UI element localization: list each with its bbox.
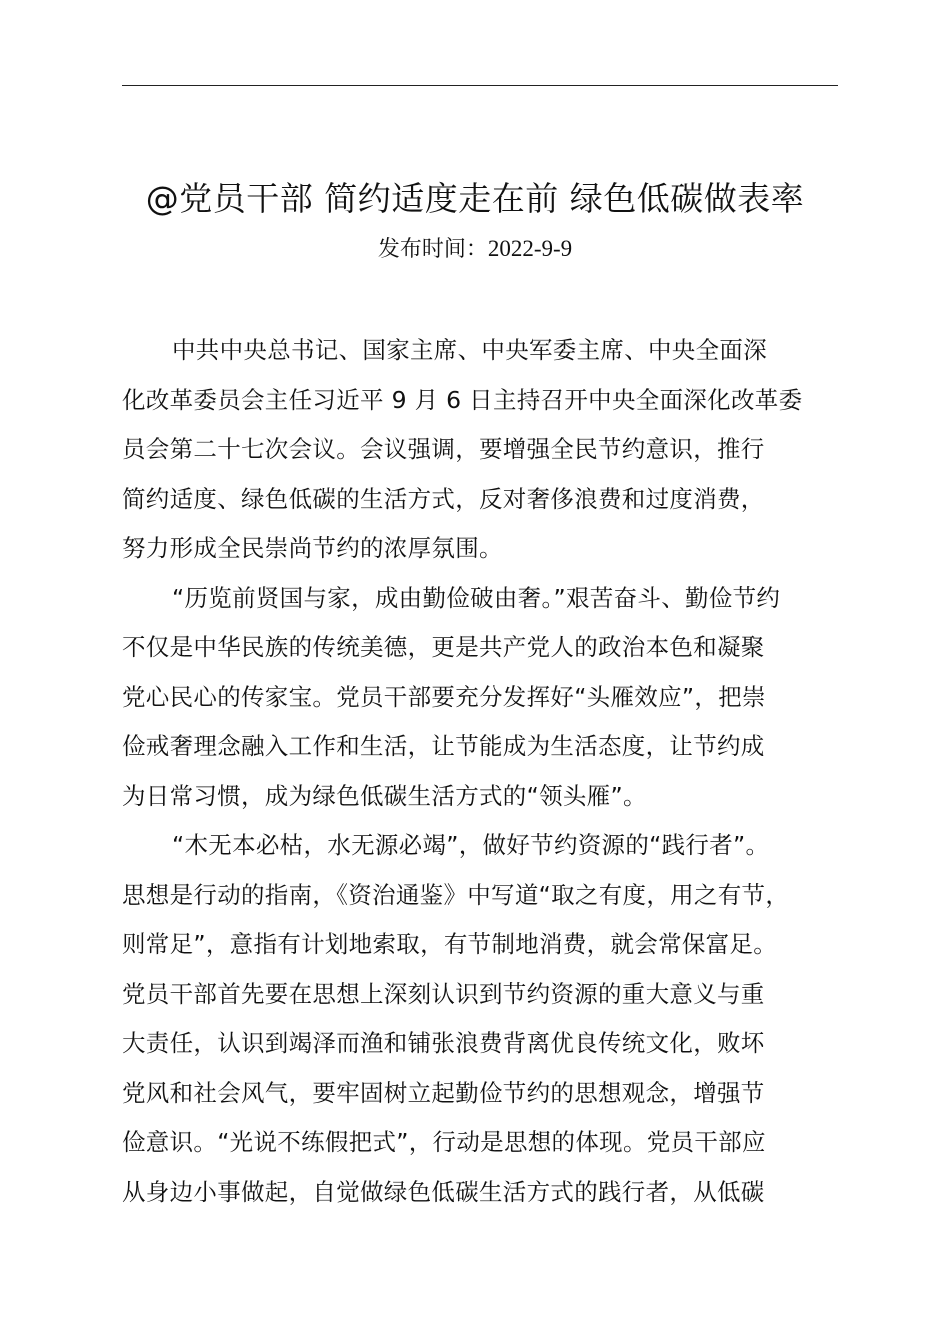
paragraph-2-line-1: “历览前贤国与家，成由勤俭破由奢。”艰苦奋斗、勤俭节约 — [172, 583, 781, 612]
paragraph-1-line-4: 简约适度、绿色低碳的生活方式，反对奢侈浪费和过度消费， — [122, 484, 765, 513]
paragraph-2-line-2: 不仅是中华民族的传统美德，更是共产党人的政治本色和凝聚 — [122, 633, 765, 661]
publish-date-label: 发布时间： — [377, 237, 488, 262]
paragraph-1-line-3: 员会第二十七次会议。会议强调，要增强全民节约意识，推行 — [122, 435, 765, 463]
publish-date — [0, 232, 950, 267]
paragraph-1-line-5: 努力形成全民崇尚节约的浓厚氛围。 — [122, 534, 503, 562]
article-title: @党员干部 简约适度走在前 绿色低碳做表率 — [145, 179, 805, 218]
paragraph-2-line-3: 党心民心的传家宝。党员干部要充分发挥好“头雁效应”，把崇 — [122, 682, 766, 711]
paragraph-3-line-4: 党员干部首先要在思想上深刻认识到节约资源的重大意义与重 — [122, 979, 765, 1008]
paragraph-3-line-5: 大责任，认识到竭泽而渔和铺张浪费背离优良传统文化，败坏 — [122, 1029, 765, 1057]
article-body — [122, 326, 842, 1217]
paragraph-2-line-4: 俭戒奢理念融入工作和生活，让节能成为生活态度，让节约成 — [122, 732, 765, 760]
paragraph-3-line-7: 俭意识。“光说不练假把式”，行动是思想的体现。党员干部应 — [122, 1128, 766, 1156]
paragraph-3-line-3: 则常足”，意指有计划地索取，有节制地消费，就会常保富足。 — [122, 930, 778, 958]
paragraph-1-line-1: 中共中央总书记、国家主席、中央军委主席、中央全面深 — [172, 336, 767, 364]
paragraph-1-line-2: 化改革委员会主任习近平 9 月 6 日主持召开中央全面深化改革委 — [122, 385, 803, 414]
paragraph-3-line-8: 从身边小事做起，自觉做绿色低碳生活方式的践行者，从低碳 — [122, 1177, 765, 1206]
paragraph-3-line-2: 思想是行动的指南，《资治通鉴》中写道“取之有度，用之有节， — [122, 880, 790, 909]
paragraph-2-line-5: 为日常习惯，成为绿色低碳生活方式的“领头雁”。 — [122, 781, 647, 810]
header-rule — [122, 85, 838, 86]
paragraph-3-line-1: “木无本必枯，水无源必竭”，做好节约资源的“践行者”。 — [172, 831, 770, 859]
paragraph-3-line-6: 党风和社会风气，要牢固树立起勤俭节约的思想观念，增强节 — [122, 1078, 765, 1107]
publish-date-value: 2022-9-9 — [487, 236, 573, 261]
